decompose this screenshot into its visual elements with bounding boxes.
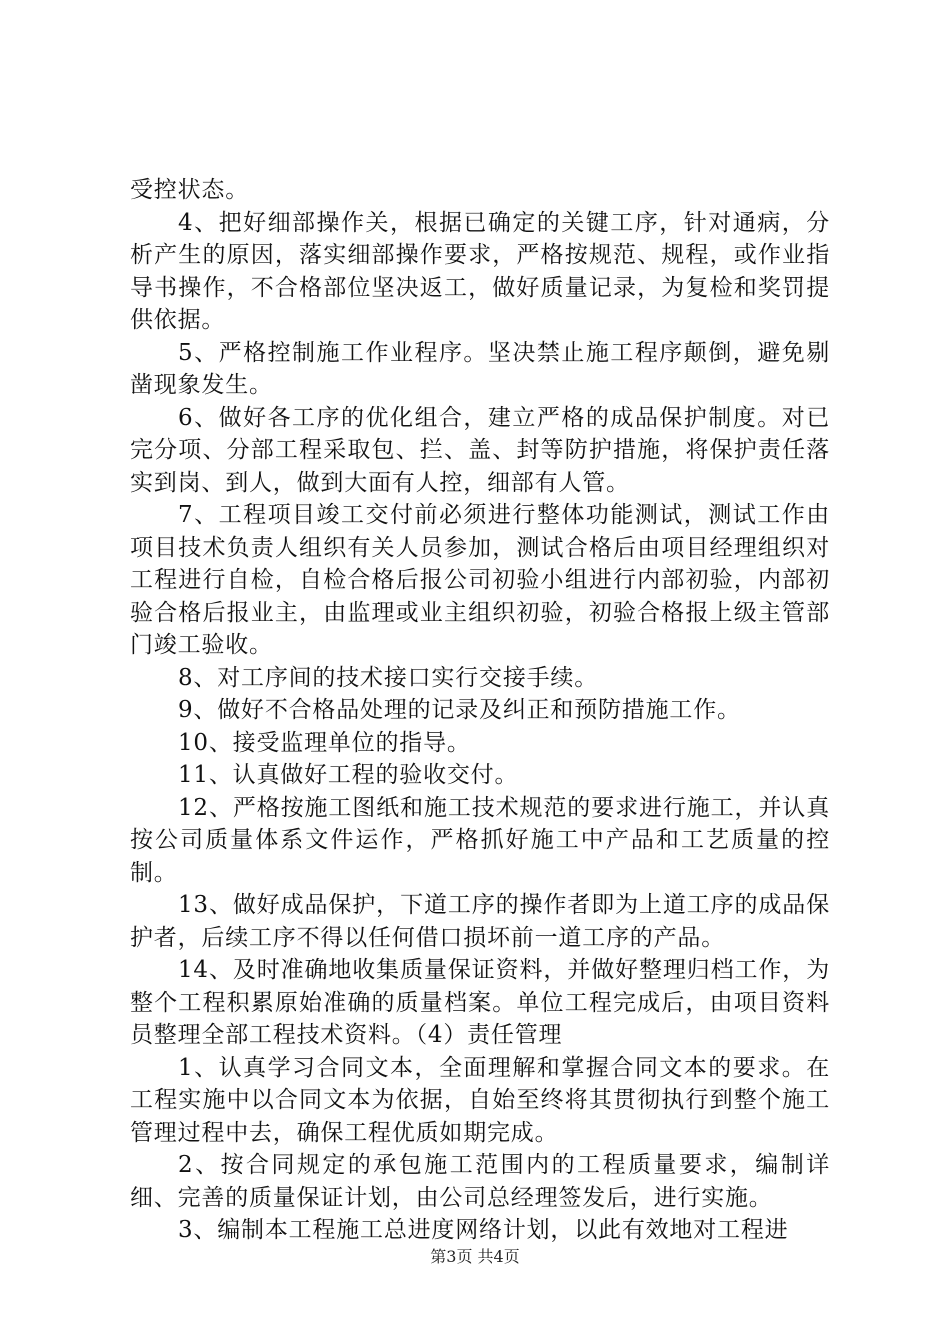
paragraph: 14、及时准确地收集质量保证资料，并做好整理归档工作，为整个工程积累原始准确的质量档案。单位工程完成后，由项目资料员整理全部工程技术资料。（4）责任管理 <box>130 957 830 1048</box>
paragraph: 10、接受监理单位的指导。 <box>178 729 471 756</box>
paragraph: 11、认真做好工程的验收交付。 <box>178 762 519 788</box>
paragraph: 8、对工序间的技术接口实行交接手续。 <box>178 664 599 691</box>
paragraph: 12、严格按施工图纸和施工技术规范的要求进行施工，并认真按公司质量体系文件运作，严格抓好施工中产品和工艺质量的控制。 <box>130 794 830 886</box>
paragraph: 4、把好细部操作关，根据已确定的关键工序，针对通病，分析产生的原因，落实细部操作要求，严格按规范、规程，或作业指导书操作，不合格部位坚决返工，做好质量记录，为复检和奖罚提供依据。 <box>130 209 830 333</box>
document-body <box>130 174 830 1247</box>
paragraph: 7、工程项目竣工交付前必须进行整体功能测试，测试工作由项目技术负责人组织有关人员参加，测试合格后由项目经理组织对工程进行自检，自检合格后报公司初验小组进行内部初验，内部初验合格后报业主，由监理或业主组织初验，初验合格报上级主管部门竣工验收。 <box>130 502 830 658</box>
paragraph: 9、做好不合格品处理的记录及纠正和预防措施工作。 <box>178 697 741 723</box>
paragraph: 受控状态。 <box>130 177 249 203</box>
paragraph: 5、严格控制施工作业程序。坚决禁止施工程序颠倒，避免剔凿现象发生。 <box>130 339 830 398</box>
paragraph: 2、按合同规定的承包施工范围内的工程质量要求，编制详细、完善的质量保证计划，由公司总经理签发后，进行实施。 <box>130 1152 830 1211</box>
paragraph: 1、认真学习合同文本，全面理解和掌握合同文本的要求。在工程实施中以合同文本为依据，自始至终将其贯彻执行到整个施工管理过程中去，确保工程优质如期完成。 <box>130 1054 830 1146</box>
paragraph: 13、做好成品保护，下道工序的操作者即为上道工序的成品保护者，后续工序不得以任何借口损坏前一道工序的产品。 <box>130 892 830 951</box>
page-number-footer: 第3页 共4页 <box>430 1247 520 1266</box>
paragraph: 3、编制本工程施工总进度网络计划，以此有效地对工程进 <box>178 1217 789 1243</box>
paragraph: 6、做好各工序的优化组合，建立严格的成品保护制度。对已完分项、分部工程采取包、拦、盖、封等防护措施，将保护责任落实到岗、到人，做到大面有人控，细部有人管。 <box>130 404 830 496</box>
